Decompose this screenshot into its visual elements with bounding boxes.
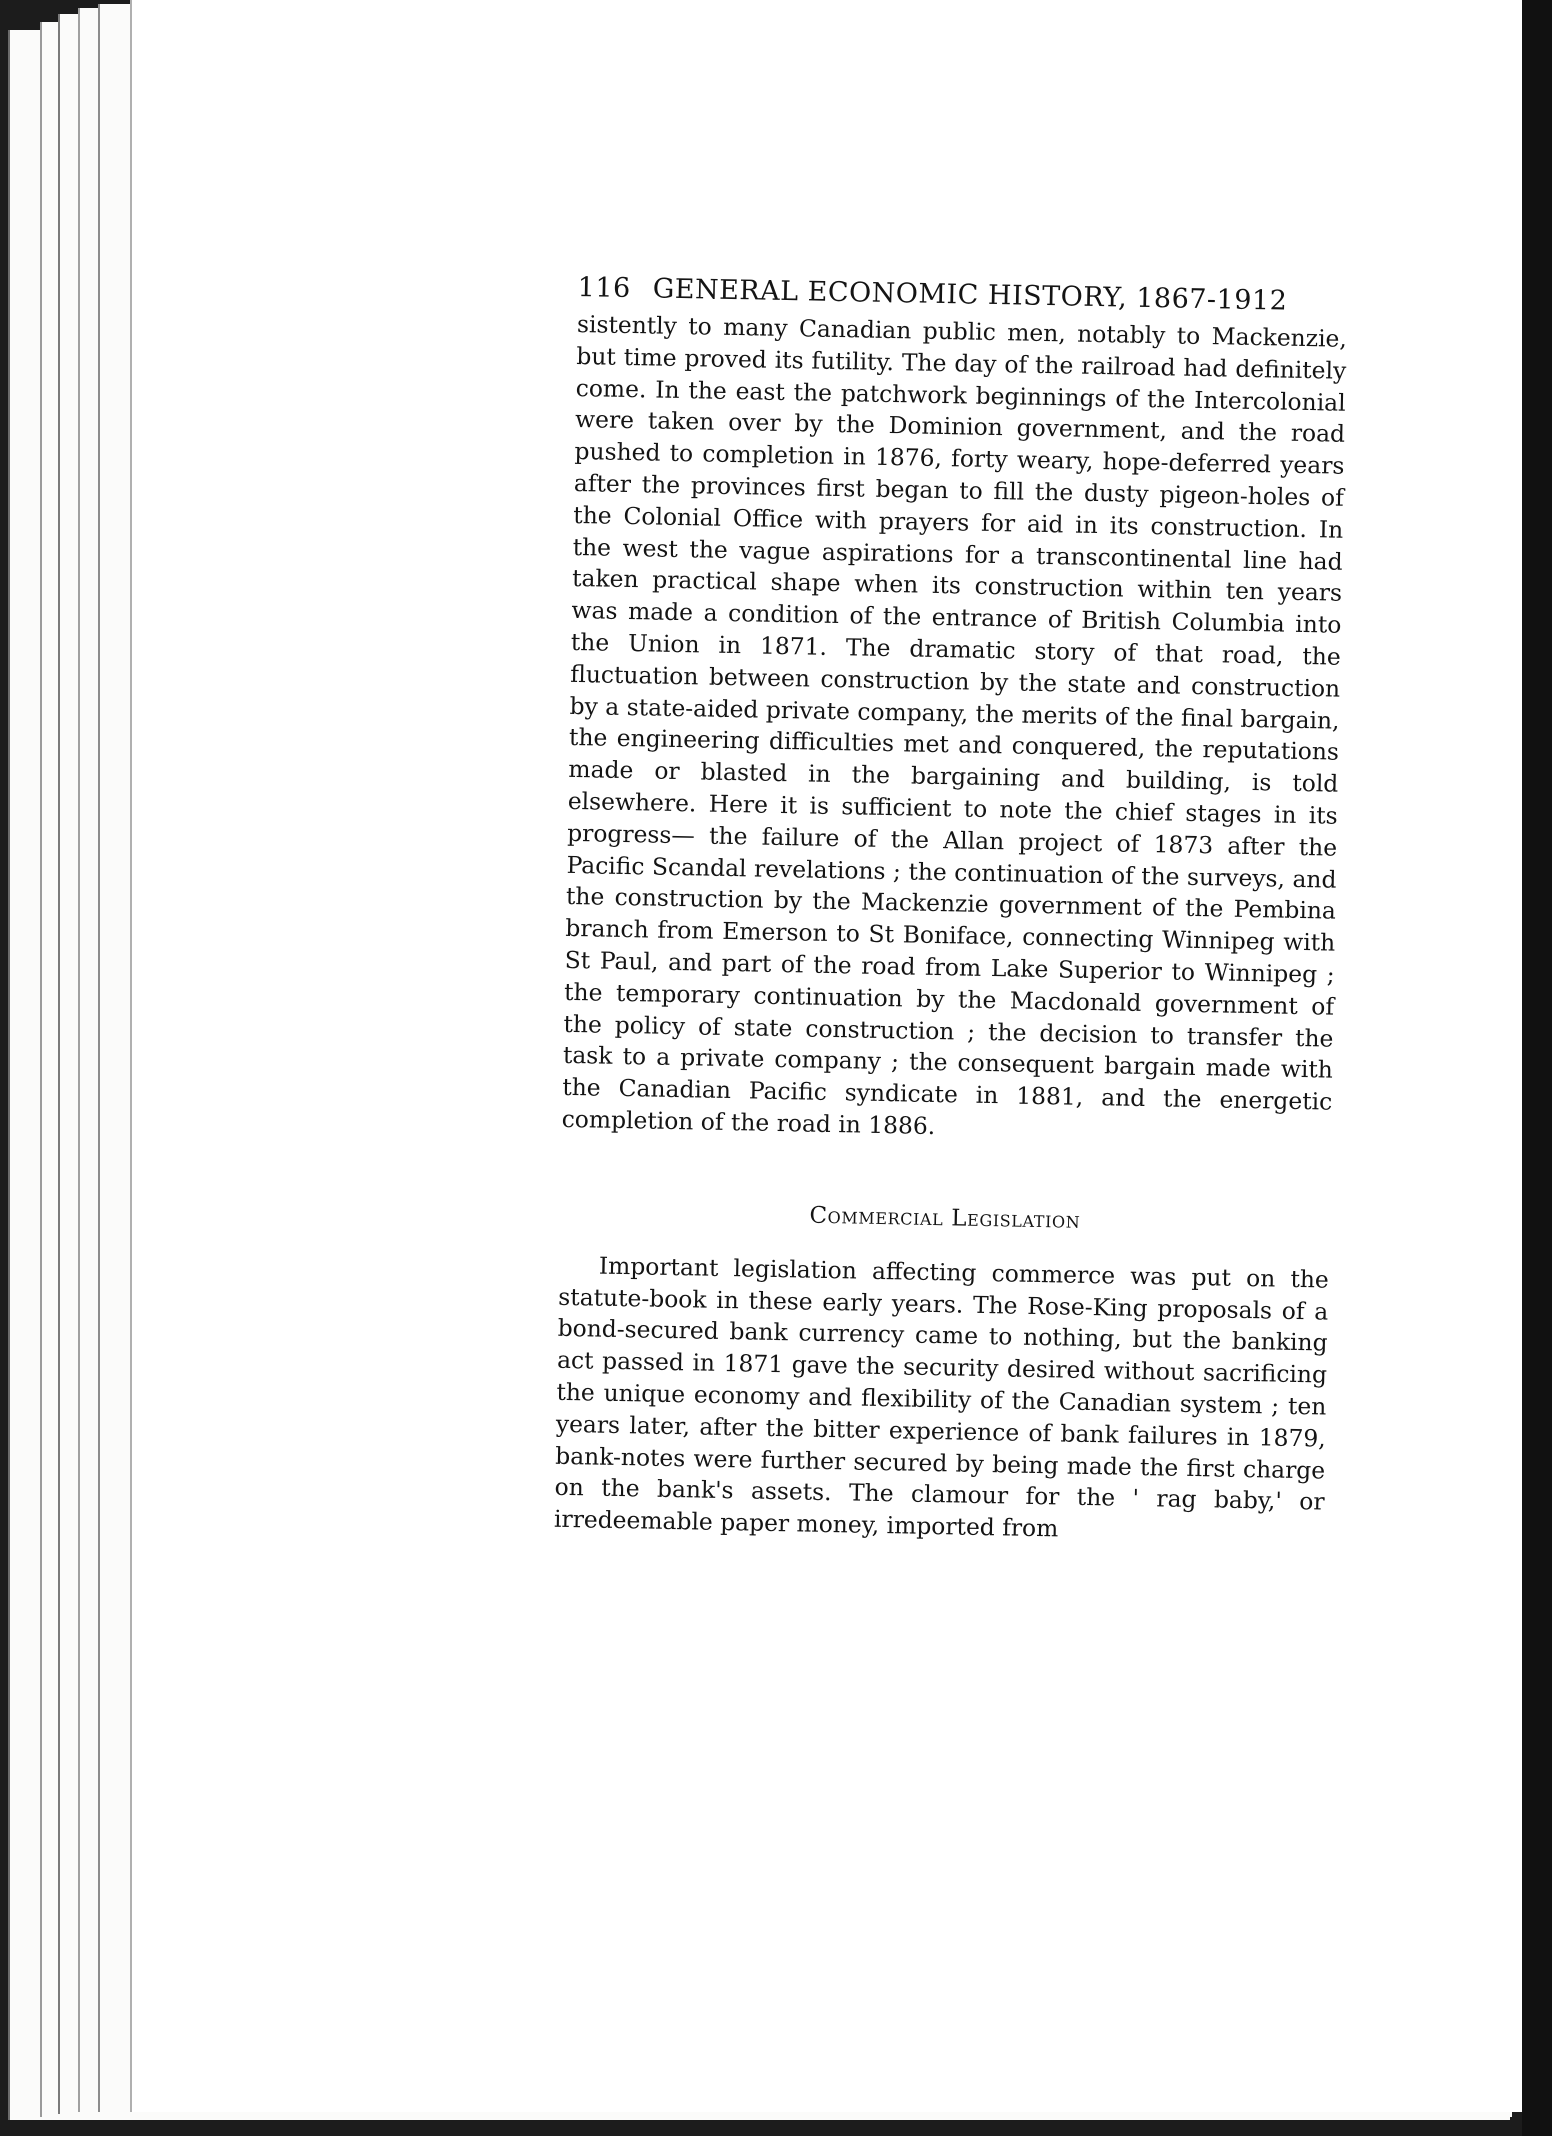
page-text-block <box>554 272 1348 1550</box>
running-head-title: GENERAL ECONOMIC HISTORY, 1867-1912 <box>652 273 1288 317</box>
body-paragraph: Important legislation affecting commerce was put on the statute-book in these early years. The Rose-King proposals of a bond-secured bank currency came to nothing, but the banking act passed in 1871 gave the security desired without sacrificing the unique economy and flexibility of the Canadian system ; ten years later, after the bitter experience of bank failures in 1879, bank-notes were further secured by being made the first charge on the bank's assets. The clamour for the ' rag baby,' or irredeemable paper money, imported from <box>553 1251 1330 1543</box>
page-number: 116 <box>577 272 632 305</box>
section-heading: Commercial Legislation <box>809 1202 1081 1234</box>
body-paragraph: sistently to many Canadian public men, notably to Mackenzie, but time proved its futility. The day of the railroad had definitely come. In the east the patchwork beginnings of the Intercolonial were taken over by the Dominion government, and the road pushed to completion in 1876, forty weary, hope-deferred years after the provinces first began to fill the dusty pigeon-holes of the Colonial Office with prayers for aid in its construction. In the west the vague aspirations for a transcontinental line had taken practical shape when its construction within ten years was made a condition of the entrance of British Columbia into the Union in 1871. The dramatic story of that road, the fluctuation between construction by the state and construction by a state-aided private company, the merits of the final bargain, the engineering difficulties met and conquered, the reputations made or blasted in the bargaining and building, is told elsewhere. Here it is sufficient to note the chief stages in its progress— the failure of the Allan project of 1873 after the Pacific Scandal revelations ; the continuation of the surveys, and the construction by the Mackenzie government of the Pembina branch from Emerson to St Boniface, connecting Winnipeg with St Paul, and part of the road from Lake Superior to Winnipeg ; the temporary continuation by the Macdonald government of the policy of state construction ; the decision to transfer the task to a private company ; the consequent bargain made with the Canadian Pacific syndicate in 1881, and the energetic completion of the road in 1886. <box>561 309 1348 1140</box>
scan-background-strip <box>1522 0 1552 2136</box>
